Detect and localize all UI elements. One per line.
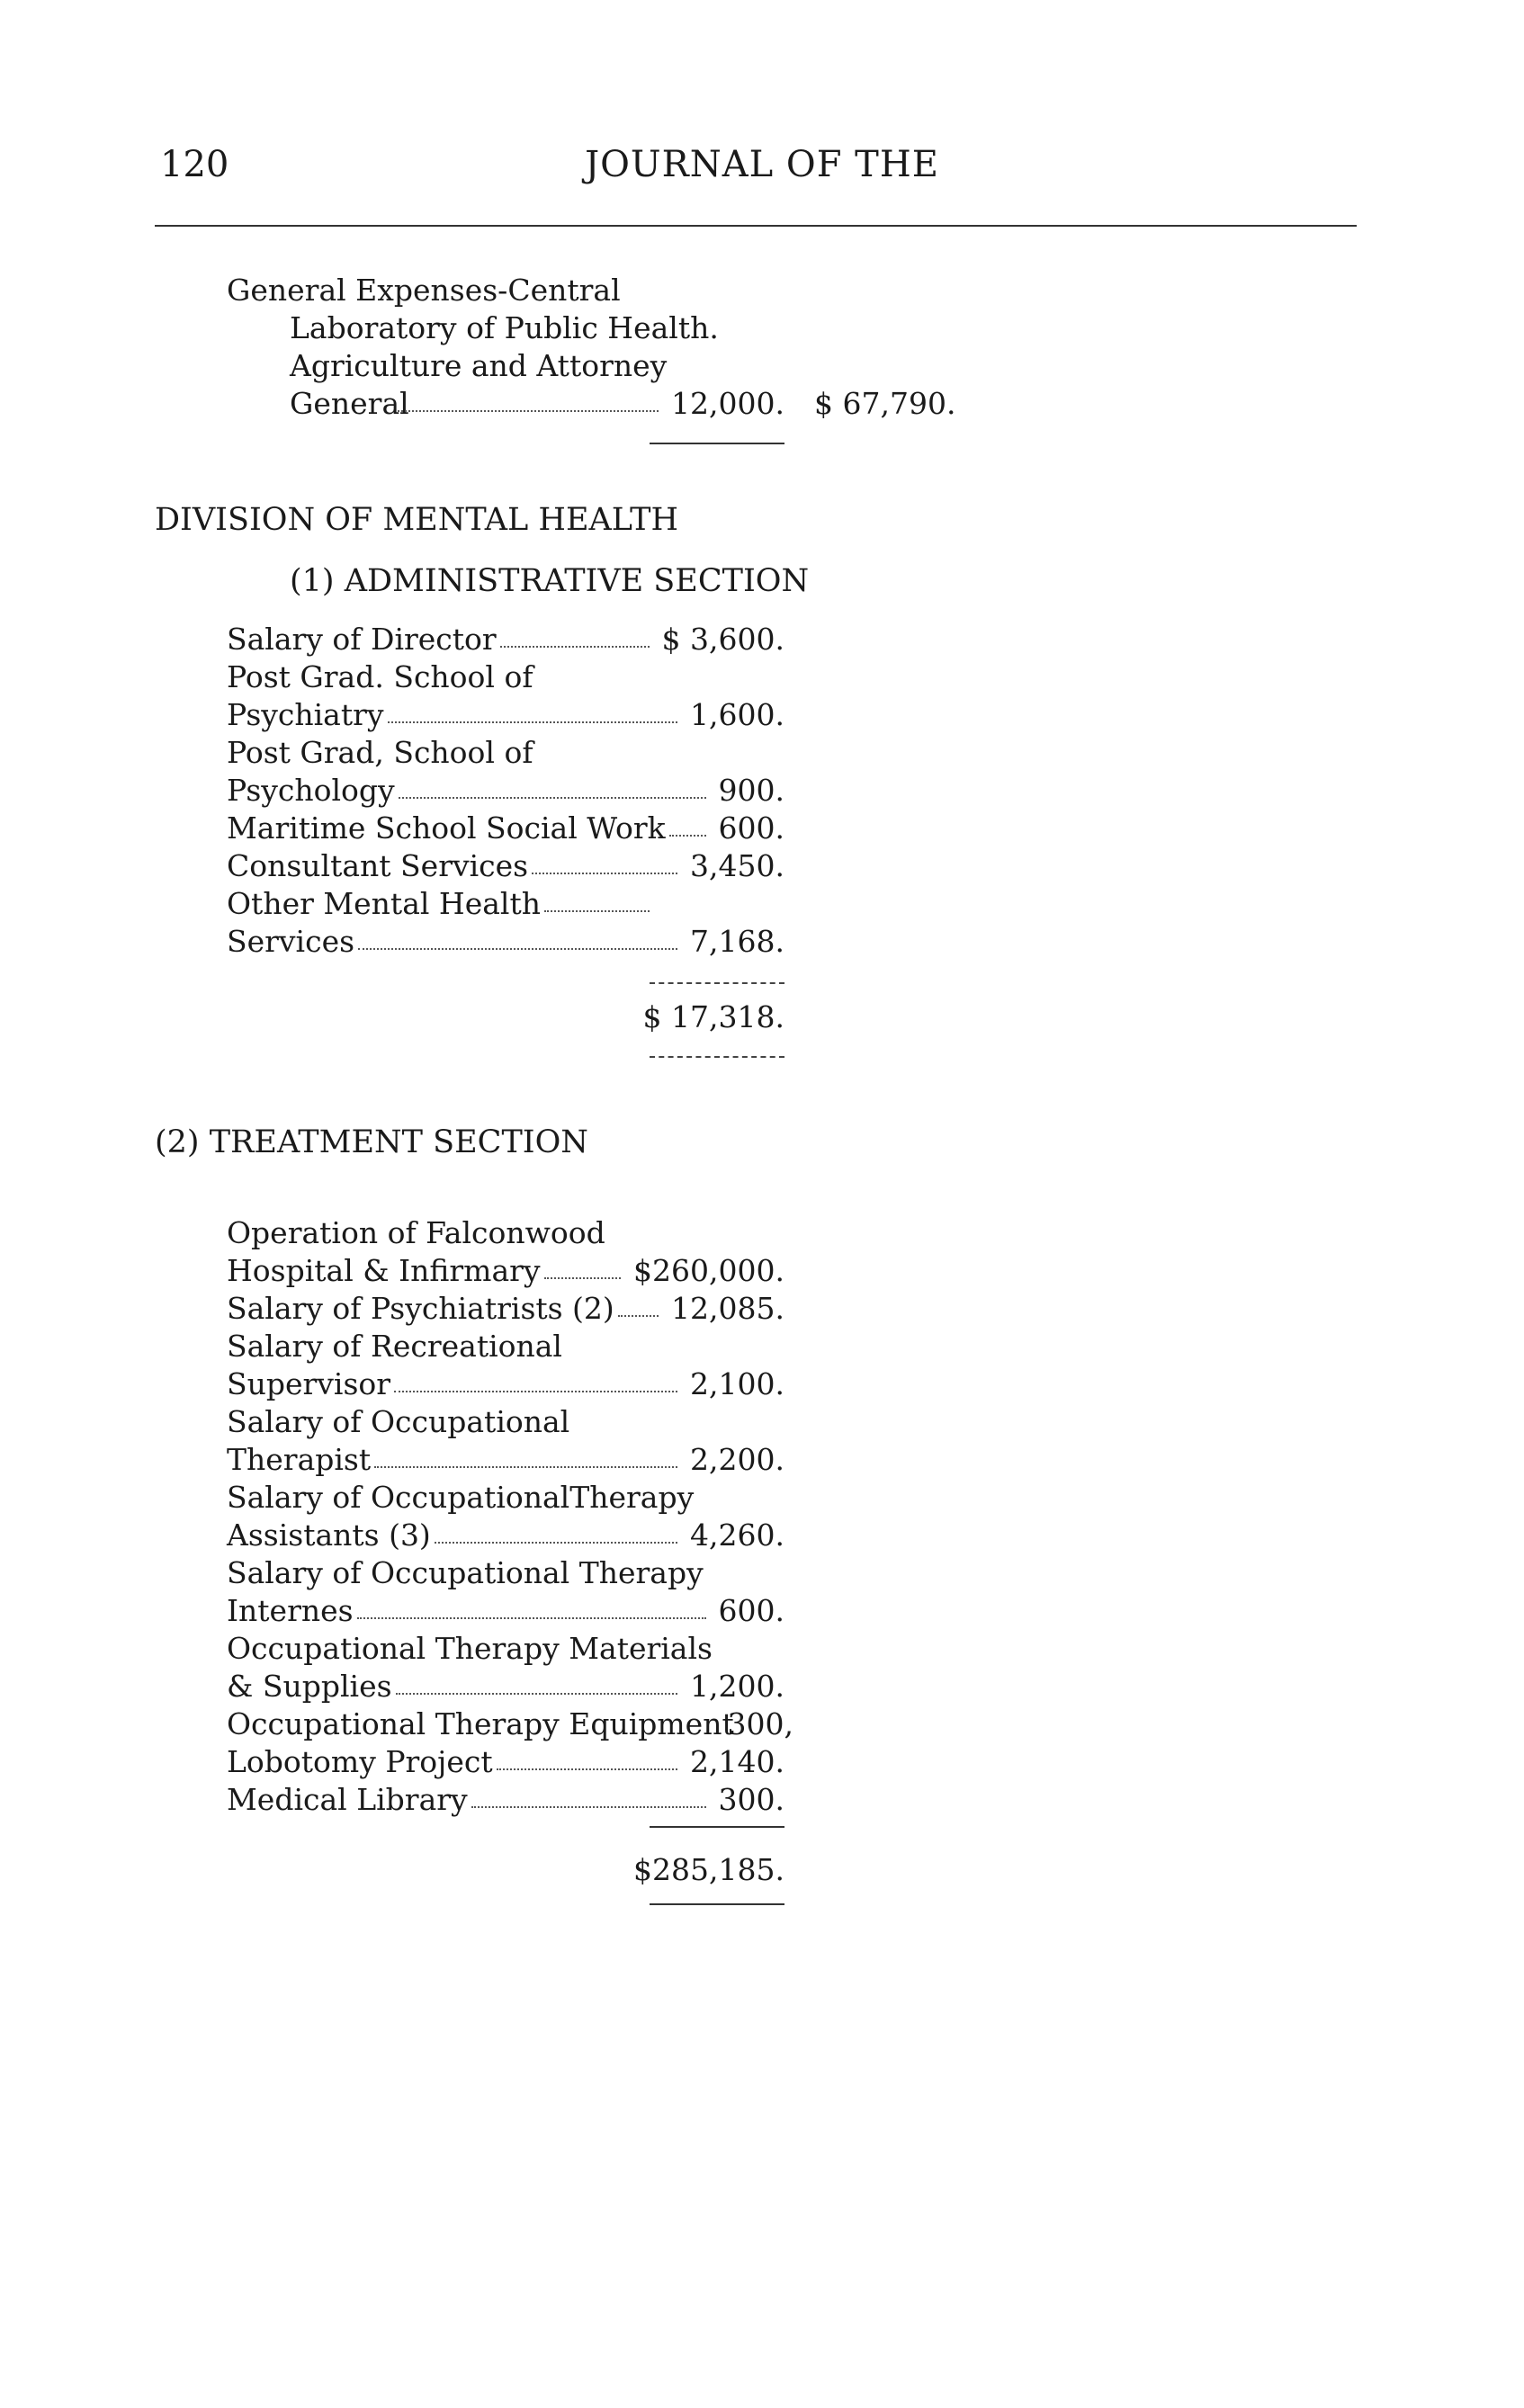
list-item [227, 1668, 784, 1705]
item-label: Occupational Therapy Equipment [227, 1706, 734, 1741]
list-item [227, 1441, 784, 1479]
general-line: Agriculture and Attorney [290, 348, 668, 383]
item-label: Lobotomy Project [227, 1744, 493, 1779]
item-amount: 2,200. [690, 1442, 784, 1477]
list-item [227, 1403, 784, 1441]
list-item [227, 1328, 784, 1365]
list-item [227, 1705, 793, 1743]
leader-dots [544, 910, 650, 912]
leader-dots [618, 1315, 659, 1317]
leader-dots [396, 1693, 677, 1695]
leader-dots [374, 1466, 677, 1468]
item-amount: 7,168. [690, 924, 784, 959]
leader-dots [358, 948, 677, 950]
list-item [227, 1743, 784, 1781]
treatment-section-heading: (2) TREATMENT SECTION [155, 1124, 588, 1160]
list-item [227, 1290, 784, 1328]
list-item [227, 1517, 784, 1554]
item-label: Consultant Services [227, 848, 529, 883]
leader-dots [500, 646, 650, 648]
division-heading: DIVISION OF MENTAL HEALTH [155, 502, 679, 538]
item-label: Hospital & Infirmary [227, 1253, 541, 1288]
item-amount: 600. [718, 810, 784, 846]
leader-dots [532, 873, 677, 874]
leader-dots [435, 1542, 677, 1544]
rule [650, 1903, 784, 1905]
list-item [227, 810, 784, 847]
list-item [227, 1365, 784, 1403]
item-label: Post Grad. School of [227, 659, 533, 694]
item-amount: 900. [718, 773, 784, 808]
item-label: Psychiatry [227, 697, 384, 732]
item-amount: 12,000. [671, 386, 784, 421]
grand-total: $ 67,790. [814, 386, 956, 421]
rule [650, 1826, 784, 1828]
item-label: Occupational Therapy Materials [227, 1631, 713, 1666]
item-label: General [290, 386, 409, 421]
list-item [227, 1592, 784, 1630]
list-item [227, 923, 784, 961]
leader-dots [669, 835, 706, 837]
item-label: Salary of Occupational Therapy [227, 1555, 704, 1590]
item-amount: 2,100. [690, 1366, 784, 1401]
list-item [227, 1554, 784, 1592]
item-label: Psychology [227, 773, 395, 808]
running-head: JOURNAL OF THE [585, 144, 939, 185]
item-label: Salary of Occupational [227, 1404, 570, 1439]
item-amount: 1,600. [690, 697, 784, 732]
admin-section-heading: (1) ADMINISTRATIVE SECTION [290, 563, 810, 599]
item-amount: 3,450. [690, 848, 784, 883]
item-label: Salary of Director [227, 622, 497, 657]
list-item [227, 1214, 784, 1252]
item-amount: 2,140. [690, 1744, 784, 1779]
list-item [227, 772, 784, 810]
item-amount: 600. [718, 1593, 784, 1628]
list-item [227, 1630, 784, 1668]
general-line-total [290, 385, 784, 423]
rule [650, 982, 784, 984]
general-line: Laboratory of Public Health. [290, 310, 719, 345]
item-label: Salary of Psychiatrists (2) [227, 1291, 614, 1326]
leader-dots [357, 1617, 706, 1619]
list-item [227, 847, 784, 885]
item-label: Services [227, 924, 355, 959]
rule [650, 443, 784, 444]
item-label: Therapist [227, 1442, 372, 1477]
header-rule [155, 225, 1357, 227]
leader-dots [388, 721, 677, 723]
list-item [227, 885, 784, 923]
item-amount: 12,085. [671, 1291, 784, 1326]
item-label: Salary of OccupationalTherapy [227, 1480, 695, 1515]
item-label: Post Grad, School of [227, 735, 533, 770]
item-label: Operation of Falconwood [227, 1215, 605, 1250]
item-amount: 300. [718, 1782, 784, 1817]
item-label: Maritime School Social Work [227, 810, 666, 846]
item-label: Supervisor [227, 1366, 391, 1401]
item-amount: $ 3,600. [661, 622, 784, 657]
admin-total: $ 17,318. [642, 999, 784, 1034]
item-label: & Supplies [227, 1669, 392, 1704]
treatment-total: $285,185. [633, 1852, 784, 1887]
item-label: Internes [227, 1593, 354, 1628]
leader-dots [398, 410, 659, 412]
leader-dots [497, 1768, 677, 1770]
list-item [227, 696, 784, 734]
list-item [227, 1479, 784, 1517]
page-number: 120 [160, 144, 229, 185]
list-item [227, 621, 784, 658]
item-amount: 300, [727, 1706, 793, 1741]
item-label: Other Mental Health [227, 886, 541, 921]
item-amount: $260,000. [633, 1253, 784, 1288]
item-amount: 4,260. [690, 1517, 784, 1553]
item-label: Medical Library [227, 1782, 468, 1817]
leader-dots [399, 797, 706, 799]
list-item [227, 1781, 784, 1819]
leader-dots [544, 1277, 621, 1279]
list-item [227, 734, 784, 772]
rule [650, 1056, 784, 1058]
leader-dots [471, 1806, 706, 1808]
item-label: Salary of Recreational [227, 1329, 562, 1364]
leader-dots [394, 1391, 677, 1392]
list-item [227, 1252, 784, 1290]
general-line: General Expenses-Central [227, 273, 621, 308]
item-amount: 1,200. [690, 1669, 784, 1704]
item-label: Assistants (3) [227, 1517, 431, 1553]
list-item [227, 658, 784, 696]
